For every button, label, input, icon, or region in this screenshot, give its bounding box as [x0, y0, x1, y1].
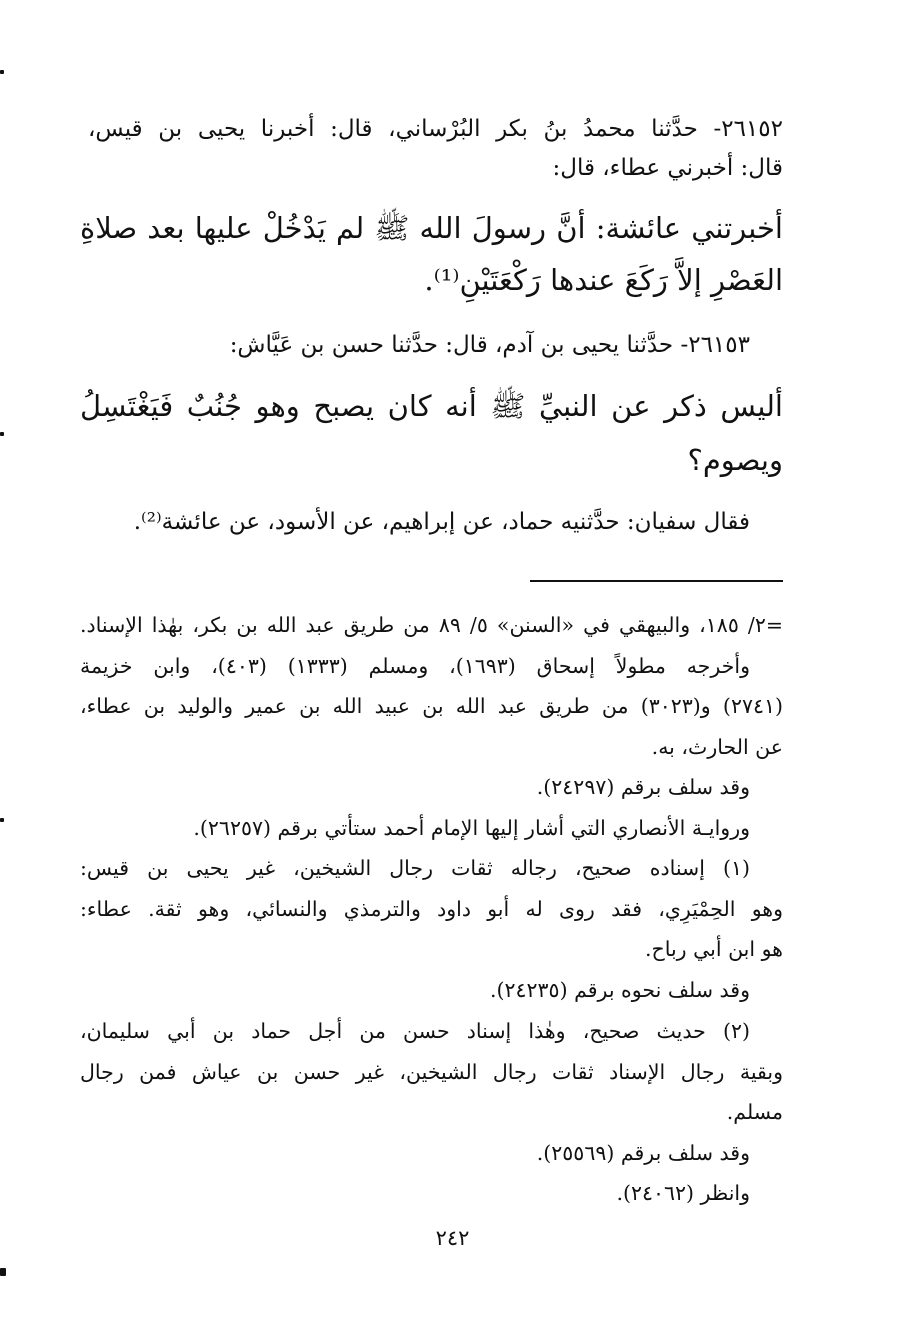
footnote-line: (٢٧٤١) و(٣٠٢٣) من طريق عبد الله بن عبيد الله بن عمير والوليد بن عطاء، — [80, 694, 783, 718]
footnote-2-line: وقد سلف برقم (٢٥٥٦٩). — [536, 1141, 750, 1165]
footnote-2-line: وانظر (٢٤٠٦٢). — [616, 1181, 750, 1205]
footnote-line: وقد سلف برقم (٢٤٢٩٧). — [536, 775, 750, 799]
hadith-26153-text-line1: أليس ذكر عن النبيِّ ﷺ أنه كان يصبح وهو جُنُبٌ فَيَغْتَسِلُ — [80, 389, 783, 423]
hadith-26152-text-line2: العَصْرِ إلاَّ رَكَعَ عندها رَكْعَتَيْنِ⁽¹⁾. — [424, 263, 783, 297]
footnote-2-line: (٢) حديث صحيح، وهٰذا إسناد حسن من أجل حماد بن أبي سليمان، — [80, 1019, 750, 1043]
footnote-1-line: (١) إسناده صحيح، رجاله ثقات رجال الشيخين، غير يحيى بن قيس: — [80, 856, 750, 880]
footnote-1-line: هو ابن أبي رباح. — [644, 937, 783, 961]
footnote-line: وأخرجه مطولاً إسحاق (١٦٩٣)، ومسلم (١٣٣٣) (٤٠٣)، وابن خزيمة — [80, 654, 750, 678]
footnote-1-line: وهو الحِمْيَرِي، فقد روى له أبو داود والترمذي والنسائي، وهو ثقة. عطاء: — [80, 897, 783, 921]
scan-mark — [0, 70, 4, 74]
footnote-2-line: وبقية رجال الإسناد ثقات رجال الشيخين، غير حسن بن عياش فمن رجال — [80, 1060, 783, 1084]
footnote-line: وروايـة الأنصاري التي أشار إليها الإمام أحمد ستأتي برقم (٢٦٢٥٧). — [193, 816, 750, 840]
hadith-26152-isnad-line1: ٢٦١٥٢- حدَّثنا محمدُ بنُ بكر البُرْساني، قال: أخبرنا يحيى بن قيس، — [88, 116, 783, 142]
hadith-26153-text-line2: ويصوم؟ — [687, 443, 783, 477]
scan-mark — [0, 818, 4, 822]
hadith-26152-isnad-line2: قال: أخبرني عطاء، قال: — [552, 155, 783, 181]
scan-mark — [0, 432, 4, 436]
footnote-1-line: وقد سلف نحوه برقم (٢٤٢٣٥). — [489, 978, 750, 1002]
hadith-26153-isnad-line3: فقال سفيان: حدَّثنيه حماد، عن إبراهيم، عن الأسود، عن عائشة⁽²⁾. — [133, 509, 750, 535]
footnote-line: عن الحارث، به. — [651, 735, 783, 759]
footnote-separator — [530, 580, 783, 582]
hadith-26153-isnad-line1: ٢٦١٥٣- حدَّثنا يحيى بن آدم، قال: حدَّثنا حسن بن عَيَّاش: — [229, 332, 750, 358]
scan-mark — [0, 1268, 6, 1276]
footnote-2-line: مسلم. — [726, 1100, 783, 1124]
hadith-26152-text-line1: أخبرتني عائشة: أنَّ رسولَ الله ﷺ لم يَدْخُلْ عليها بعد صلاةِ — [80, 211, 783, 245]
footnote-line: =٢/ ١٨٥، والبيهقي في «السنن» ٥/ ٨٩ من طريق عبد الله بن بكر، بهٰذا الإسناد. — [80, 613, 784, 637]
page-number: ٢٤٢ — [435, 1226, 470, 1250]
